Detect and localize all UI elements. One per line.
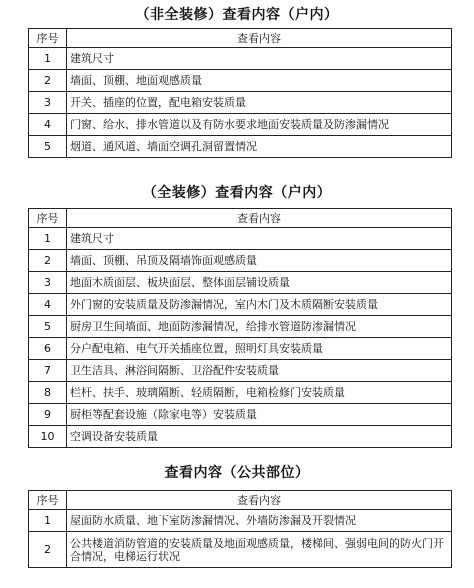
row-index: 1 (29, 228, 67, 250)
row-text: 建筑尺寸 (67, 228, 452, 250)
header-index: 序号 (29, 209, 67, 228)
row-text: 厨房卫生间墙面、地面防渗漏情况，给排水管道防渗漏情况 (67, 316, 452, 338)
row-text: 烟道、通风道、墙面空调孔洞留置情况 (67, 136, 452, 158)
table-row (29, 48, 452, 70)
row-index: 1 (29, 48, 67, 70)
table-header-row (29, 29, 452, 48)
table-row (29, 114, 452, 136)
row-index: 5 (29, 136, 67, 158)
row-text: 开关、插座的位置，配电箱安装质量 (67, 92, 452, 114)
row-text: 分户配电箱、电气开关插座位置，照明灯具安装质量 (67, 338, 452, 360)
table-row (29, 250, 452, 272)
table-row (29, 382, 452, 404)
table-row (29, 510, 452, 532)
row-text: 建筑尺寸 (67, 48, 452, 70)
table-header-row (29, 491, 452, 510)
table-row (29, 404, 452, 426)
table-row (29, 70, 452, 92)
row-text: 栏杆、扶手、玻璃隔断、轻质隔断，电箱检修门安装质量 (67, 382, 452, 404)
table-row (29, 532, 452, 568)
row-text: 厨柜等配套设施（除家电等）安装质量 (67, 404, 452, 426)
table-row (29, 92, 452, 114)
row-index: 5 (29, 316, 67, 338)
table-row (29, 294, 452, 316)
header-content: 查看内容 (67, 491, 452, 510)
section-title-decorated: （全装修）查看内容（户内） (142, 185, 332, 201)
section-title-public-areas: 查看内容（公共部位） (164, 465, 310, 481)
row-text: 空调设备安装质量 (67, 426, 452, 448)
row-index: 2 (29, 532, 67, 568)
table-row (29, 316, 452, 338)
row-index: 4 (29, 114, 67, 136)
table-header-row (29, 209, 452, 228)
header-content: 查看内容 (67, 29, 452, 48)
row-text: 屋面防水质量、地下室防渗漏情况、外墙防渗漏及开裂情况 (67, 510, 452, 532)
row-index: 3 (29, 272, 67, 294)
row-index: 8 (29, 382, 67, 404)
table-row (29, 228, 452, 250)
section-title-non-decorated: （非全装修）查看内容（户内） (135, 7, 339, 23)
table-row (29, 136, 452, 158)
header-index: 序号 (29, 29, 67, 48)
table-non-decorated-indoor (28, 28, 452, 158)
row-text: 墙面、顶棚、地面观感质量 (67, 70, 452, 92)
row-index: 2 (29, 70, 67, 92)
row-index: 9 (29, 404, 67, 426)
row-index: 6 (29, 338, 67, 360)
table-row (29, 338, 452, 360)
table-row (29, 272, 452, 294)
table-decorated-indoor (28, 208, 452, 448)
table-public-areas (28, 490, 452, 568)
row-index: 3 (29, 92, 67, 114)
row-text: 地面木质面层、板块面层、整体面层铺设质量 (67, 272, 452, 294)
row-text: 墙面、顶棚、吊顶及隔墙饰面观感质量 (67, 250, 452, 272)
row-index: 4 (29, 294, 67, 316)
table-row (29, 360, 452, 382)
row-index: 7 (29, 360, 67, 382)
row-text: 卫生洁具、淋浴间隔断、卫浴配件安装质量 (67, 360, 452, 382)
row-index: 1 (29, 510, 67, 532)
row-text: 门窗、给水、排水管道以及有防水要求地面安装质量及防渗漏情况 (67, 114, 452, 136)
header-index: 序号 (29, 491, 67, 510)
row-text: 公共楼道消防管道的安装质量及地面观感质量，楼梯间、强弱电间的防火门开合情况，电梯运行状况 (67, 532, 452, 568)
table-row (29, 426, 452, 448)
row-index: 10 (29, 426, 67, 448)
row-index: 2 (29, 250, 67, 272)
header-content: 查看内容 (67, 209, 452, 228)
row-text: 外门窗的安装质量及防渗漏情况，室内木门及木质隔断安装质量 (67, 294, 452, 316)
